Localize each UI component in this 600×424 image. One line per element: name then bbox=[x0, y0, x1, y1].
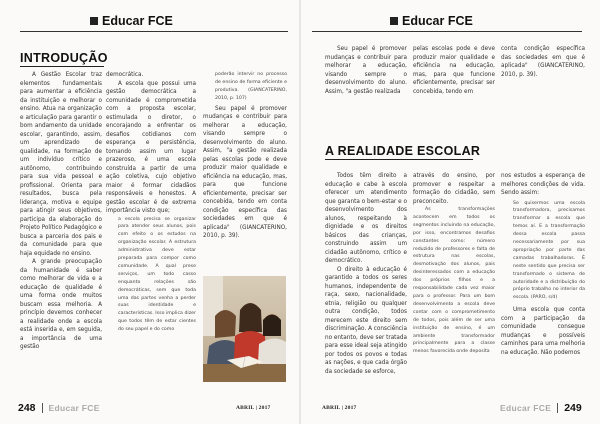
magazine-name: Educar FCE bbox=[402, 14, 473, 28]
page-number: 248 bbox=[18, 402, 36, 414]
page-number: 249 bbox=[564, 402, 582, 414]
paragraph: A Gestão Escolar traz elementos fundamentais para aumentar a eficiência da instituição e melhorar o ensino. Atua na organização e articulação para garantir o bom andamento da unidade escolar, garantindo, assim, um aprendizado de qualidade, na formação de um indivíduo crítico e autônomo, contribuindo para sua vida pessoal e profissional. Orienta para resultados, busca pela liderança, motiva e equipe para atingir seus objetivos, participa da elaboração do Projeto Político Pedagógico e busca a parceria dos pais e da comunidade para que haja equidade no ensino. bbox=[20, 72, 102, 257]
left-footer bbox=[18, 402, 100, 414]
paragraph: Seu papel é promover mudanças e contribuir para melhorar a educação, visando sempre o desenvolvimento do aluno. Assim, "a gestão realizada pelas escolas pode e deve produzir maior qualidade e eficiência na educação, mas, para que funcione eficientemente, precisar ser concebida, tendo em conta condição específica das sociedades em que é aplicada" (GIANCATERINO, 2010, p. 39). bbox=[203, 105, 287, 240]
paragraph: conta condição específica das sociedades em que é aplicada" (GIANCATERINO, 2010, p. 39). bbox=[501, 46, 585, 78]
section-title: INTRODUÇÃO bbox=[20, 51, 108, 65]
section-title-underline bbox=[325, 159, 473, 160]
section-title-underline bbox=[20, 66, 104, 67]
paragraph: A grande preocupação da humanidade é saber como melhorar de vida e a educação de qualidade é uma forma onde muitos buscam essa melhoria. A princípio devemos conhecer a realidade onde a escola está inserida e, em seguida, a importância de uma gestão bbox=[20, 259, 102, 350]
header-rule bbox=[20, 31, 288, 32]
header-rule bbox=[312, 31, 582, 32]
right-column-1 bbox=[325, 172, 407, 376]
paragraph: Todos têm direito a educação e cabe à escola oferecer um atendimento que garanta o bem-estar e o desenvolvimento dos alunos, respeitando à dignidade e os direitos básicos das crianças, construindo assim um cidadão autônomo, crítico e democrático. bbox=[325, 173, 407, 264]
paragraph: As transformações acontecem em todos os segmentos incluindo na educação, por isso, encontramos desafios constantes como: número reduzido de professores e falta de estrutura nas escolas, desmotivação dos alunos, pais desinteressados com a educação dos próprios filhos e a responsabilidade cada vez maior para o professor. Para um bom desenvolvimento a escola deve contar com o comprometimento de todos, pois além de ser uma instituição de ensino, é um ambiente transformador principalmente para a classe menos favorecida onde deposita bbox=[413, 207, 495, 355]
footer-magazine-name: Educar FCE bbox=[500, 403, 552, 413]
left-column-3 bbox=[203, 71, 287, 241]
paragraph: O direito à educação é garantido a todos os seres humanos, independente de raça, sexo, nacionalidade, etnia, religião ou qualquer outra condição, todos merecem este direito sem discriminação. A consciência no entanto, deve ser tratada para esse ideal seja atingido por todos os povos e todas as nações, e que cada órgão da sociedade se esforce, bbox=[325, 266, 407, 375]
page-gutter bbox=[299, 0, 301, 424]
block-quote: poderão intervir no processo de ensino de forma eficiente e produtiva. (GIANCATERINO, 2010, p. 107) bbox=[215, 72, 287, 101]
square-bullet-icon bbox=[390, 17, 398, 25]
left-column-2 bbox=[106, 71, 196, 334]
left-column-1 bbox=[20, 71, 102, 352]
footer-divider bbox=[557, 403, 558, 413]
paragraph: através do ensino, por promover e respeitar a formação do cidadão, sem preconceito. bbox=[413, 173, 495, 205]
footer-divider bbox=[42, 403, 43, 413]
right-column-2 bbox=[413, 172, 495, 356]
magazine-name: Educar FCE bbox=[102, 14, 173, 28]
paragraph: A escola que possui uma gestão democrática a comunidade é comprometida com a proposta escolar, estimulada o diretor, o encorajando a enfrentar os desafios cotidianos com esperança e persistência, tomando assim um lugar prazeroso, é uma escola construída a partir de uma ação coletiva, cujo objetivo maior é formar cidadãos responsáveis e honestos. A gestão escolar é de extrema importância visto que; bbox=[106, 80, 196, 214]
paragraph: pelas escolas pode e deve produzir maior qualidade e eficiência na educação, mas, para que funcione eficientemente, precisar ser concebida, tendo em bbox=[413, 46, 495, 95]
paragraph: democrática. bbox=[106, 72, 144, 78]
paragraph: Seu papel é promover mudanças e contribuir para melhorar a educação, visando sempre o desenvolvimento do aluno. Assim, "a gestão realizada bbox=[325, 46, 407, 95]
right-top-column-3 bbox=[501, 45, 585, 79]
right-footer bbox=[500, 402, 582, 414]
paragraph: nos estudos a esperança de melhores condições de vida. Sendo assim: bbox=[501, 173, 585, 196]
right-column-3 bbox=[501, 172, 585, 357]
right-top-column-2 bbox=[413, 45, 495, 96]
students-studying-photo bbox=[203, 276, 286, 382]
footer-magazine-name: Educar FCE bbox=[48, 403, 100, 413]
right-top-column-1 bbox=[325, 45, 407, 96]
paragraph: Uma escola que conta com a participação da comunidade consegue mudanças e possíveis caminhos para uma melhoria na educação. Não podemos bbox=[501, 307, 585, 356]
square-bullet-icon bbox=[90, 17, 98, 25]
section-title: A REALIDADE ESCOLAR bbox=[325, 144, 481, 158]
left-header bbox=[90, 13, 173, 29]
right-header bbox=[390, 13, 473, 29]
issue-date: ABRIL | 2017 bbox=[236, 405, 271, 411]
block-quote: Se quisermos uma escola transformadora, precisamos transformar a escola que temos aí. E a transformação dessa escola passa necessariamente por sua apropriação por parte das camadas trabalhadoras. É neste sentido que precisa ser transformado o sistema de autoridade e a distribuição do próprio trabalho no interior da escola. (PARO, s/d) bbox=[513, 200, 585, 301]
issue-date: ABRIL | 2017 bbox=[322, 405, 357, 411]
block-quote: a escola precisa se organizar para atender seus alunos, pois com efeito o os estudos na organização escolar. A estrutura administrativa deve estar preparada para compor como comunidade. A qual prese serviços, um todo casso enquanto relações são democráticas, sem que toda uma das partes venha a perder suas identidade e características. Isso implica dizer que todos têm de estar cientes do seu papel e do como bbox=[118, 216, 196, 333]
